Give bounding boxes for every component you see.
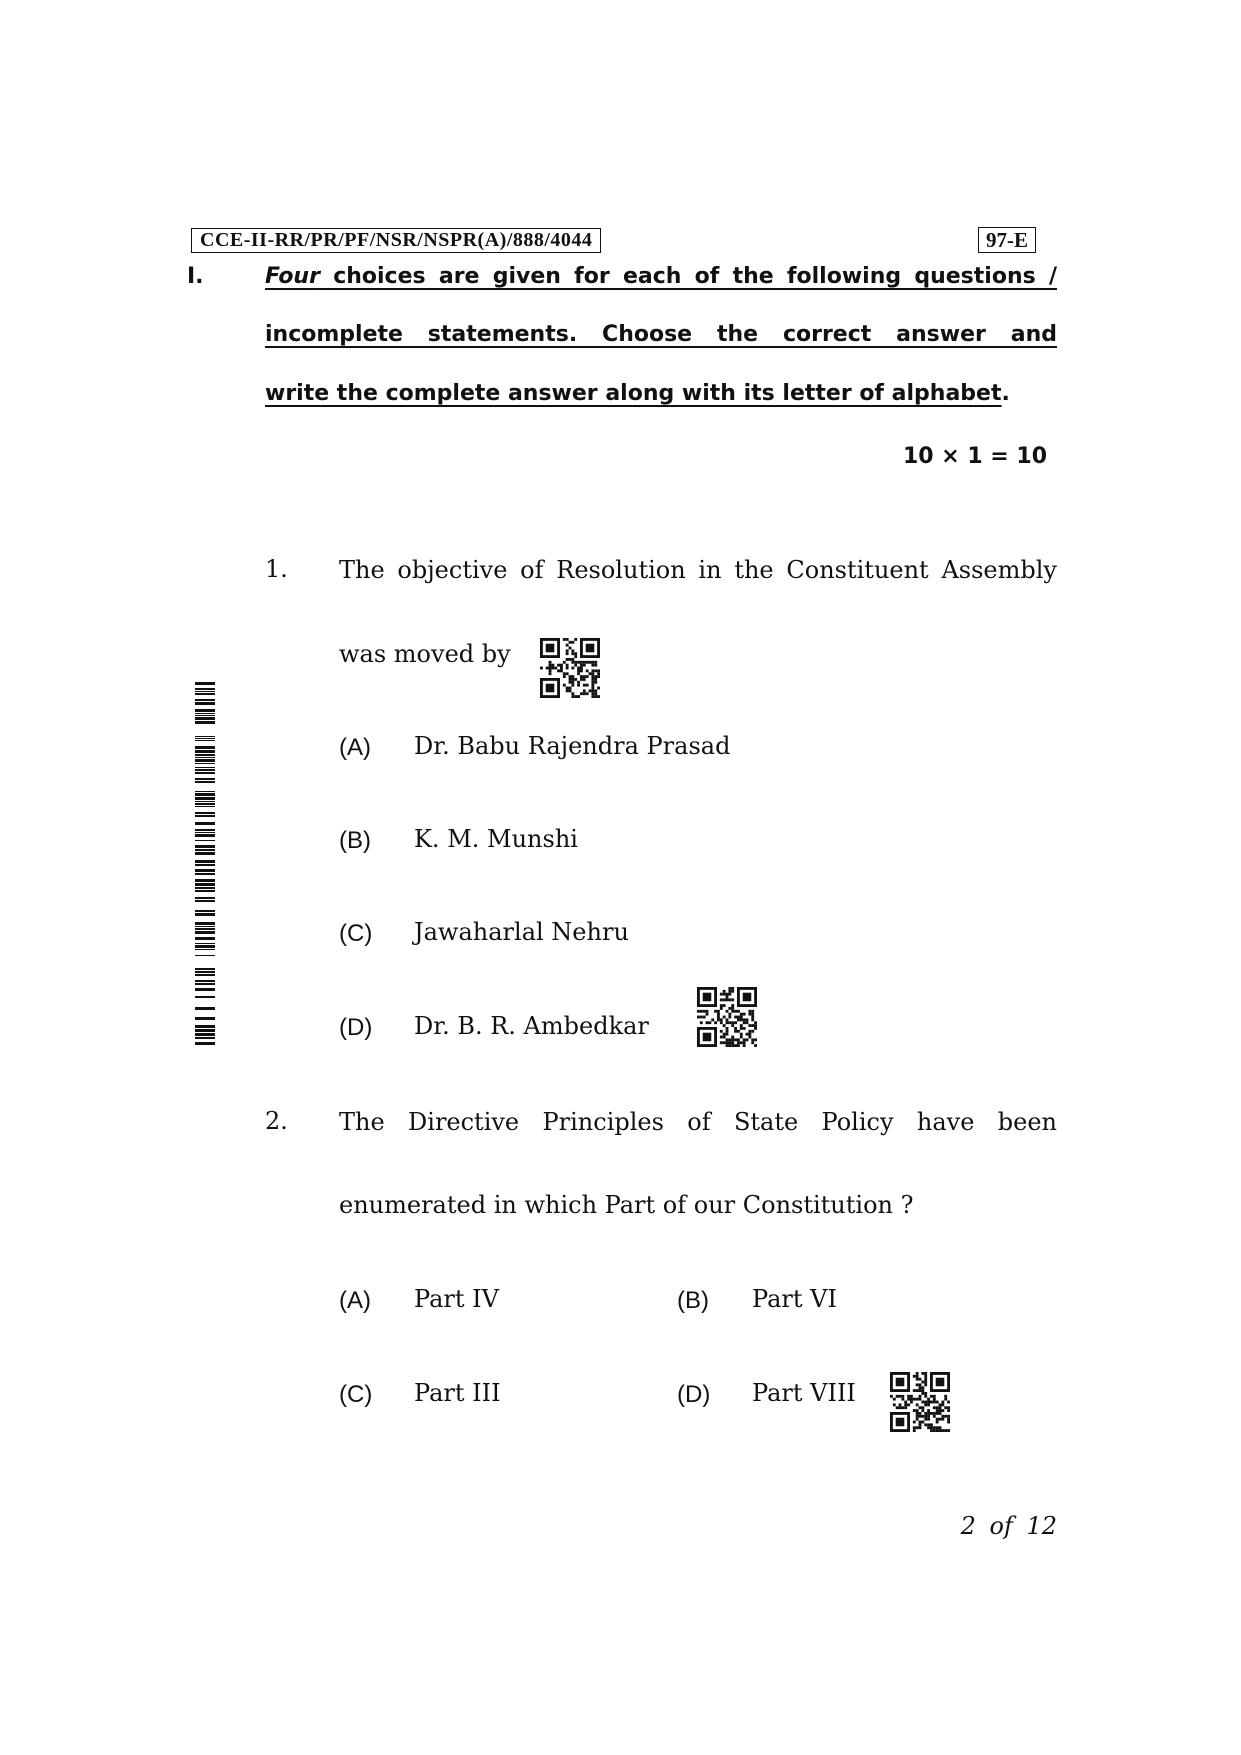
option-text: Part VIII [752,1379,856,1407]
question-number: 1. [265,555,288,583]
option-label: (A) [339,1287,371,1314]
option-text: Dr. Babu Rajendra Prasad [414,732,731,760]
qr-code [540,638,600,698]
instruction-lead: Four [265,264,320,289]
question-number: 2. [265,1107,288,1135]
option-text: Dr. B. R. Ambedkar [414,1012,649,1040]
question-text-line-1: The objective of Resolution in the Constituent Assembly [339,556,1057,584]
question-text-line-2: was moved by [339,640,511,668]
instruction-line-1-text: choices are given for each of the following questions / [319,264,1057,289]
section-number: I. [187,264,204,289]
option-text: K. M. Munshi [414,825,578,853]
qr-code [890,1372,950,1432]
option-text: Part VI [752,1285,837,1313]
option-label: (A) [339,734,371,761]
instruction-line-3-text: write the complete answer along with its letter of alphabet [265,381,1002,406]
instruction-line-1 [265,264,1057,290]
subject-code: 97-E [978,227,1036,253]
page-number: 2 of 12 [960,1512,1057,1540]
instruction-line-2: incomplete statements. Choose the correct answer and [265,322,1057,347]
option-label: (C) [339,1381,373,1408]
barcode [195,680,215,1060]
option-label: (D) [677,1381,711,1408]
option-text: Part III [414,1379,501,1407]
question-text-line-1: The Directive Principles of State Policy have been [339,1108,1057,1136]
option-label: (C) [339,920,373,947]
option-label: (D) [339,1014,373,1041]
option-label: (B) [677,1287,709,1314]
option-text: Jawaharlal Nehru [414,918,629,946]
instruction-line-3-period: . [1001,381,1010,406]
instruction-line-3 [265,381,1010,407]
paper-code: CCE-II-RR/PR/PF/NSR/NSPR(A)/888/4044 [191,228,601,253]
question-text-line-2: enumerated in which Part of our Constitution ? [339,1191,914,1219]
option-label: (B) [339,827,371,854]
qr-code [697,987,757,1047]
option-text: Part IV [414,1285,499,1313]
marks-scheme: 10 × 1 = 10 [902,444,1047,469]
